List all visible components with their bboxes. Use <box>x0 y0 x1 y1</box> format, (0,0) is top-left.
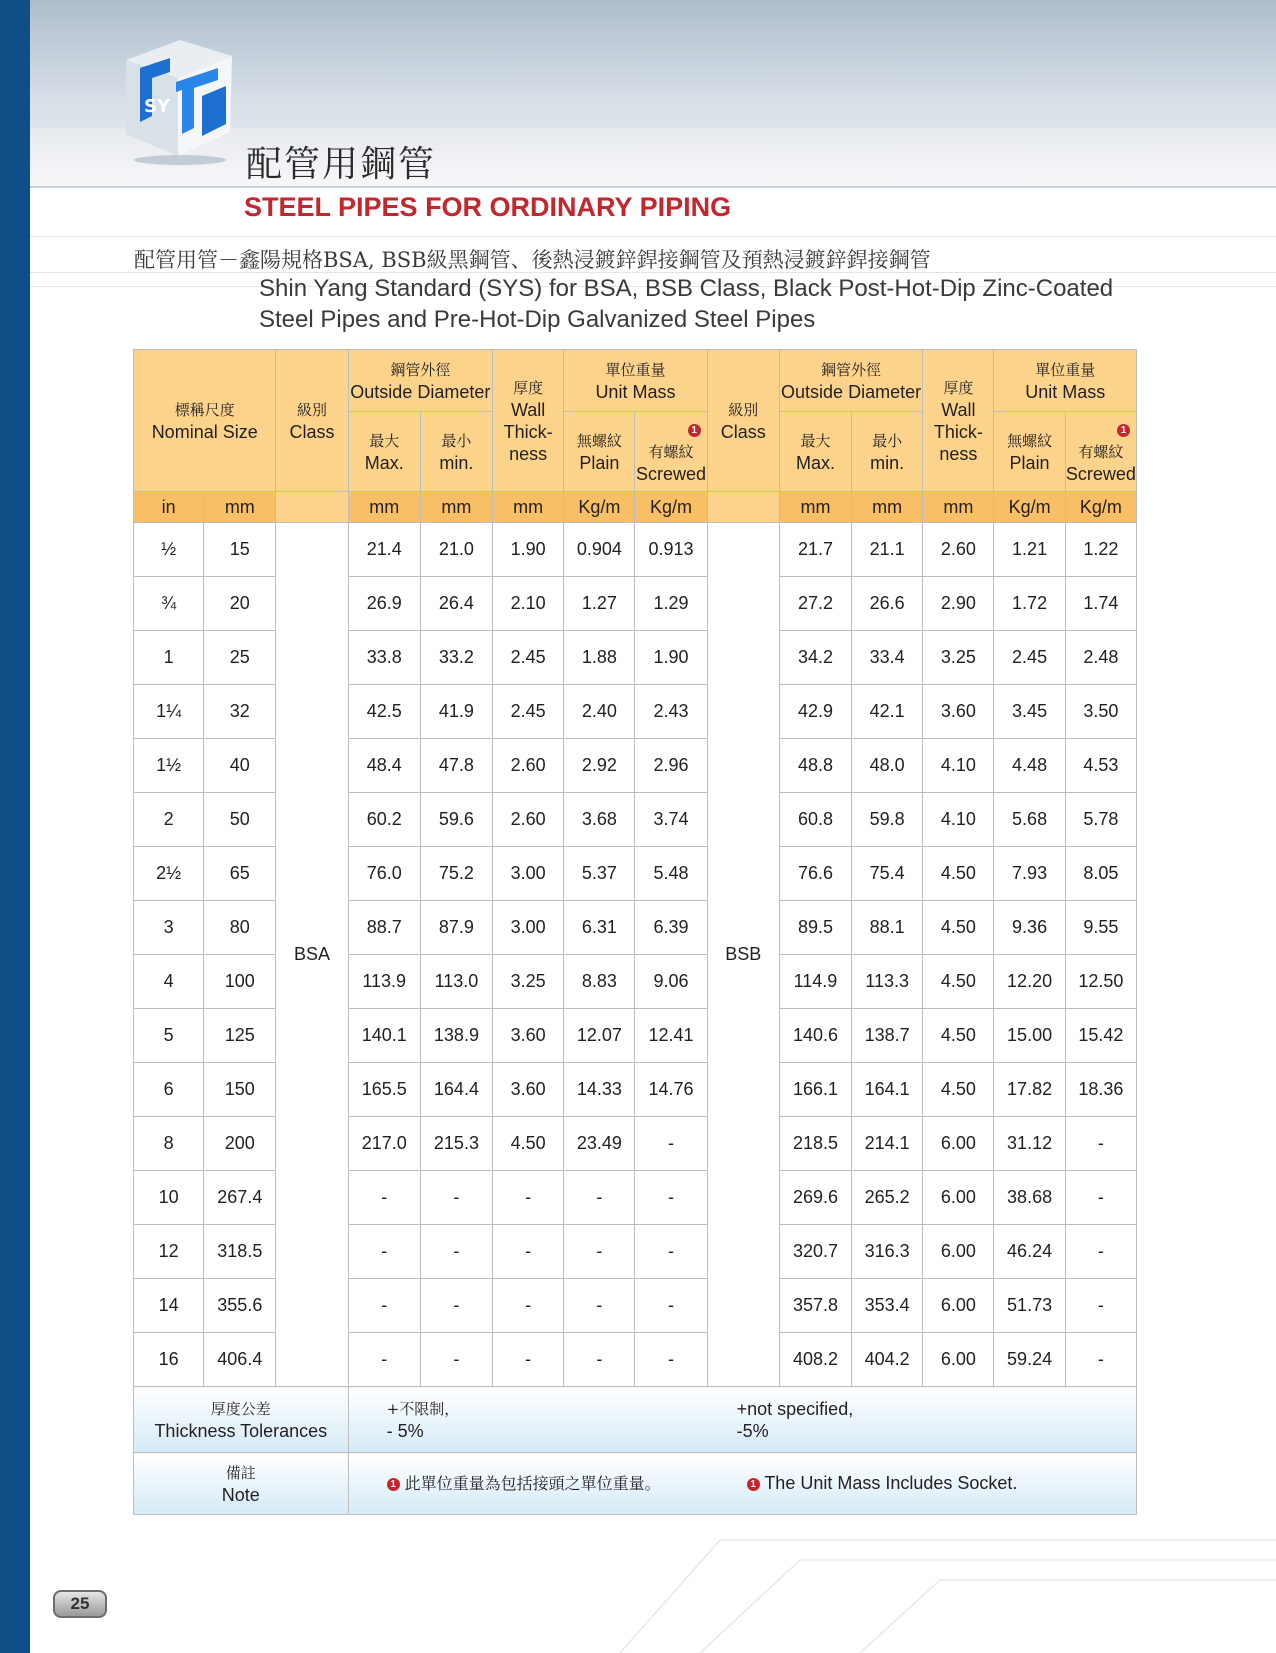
od-min-cell: 75.4 <box>852 847 923 901</box>
screwed-header-a: 1 有螺紋 Screwed <box>635 412 707 492</box>
wall-cell: 2.60 <box>923 523 994 577</box>
wall-cell: 6.00 <box>923 1171 994 1225</box>
nominal-inch-cell: 10 <box>134 1171 204 1225</box>
od-min-cell: 75.2 <box>420 847 492 901</box>
od-min-cell: 47.8 <box>420 739 492 793</box>
od-max-cell: 114.9 <box>779 955 851 1009</box>
wall-cell: 2.10 <box>493 577 564 631</box>
od-min-cell: 42.1 <box>852 685 923 739</box>
wall-cell: 3.60 <box>493 1009 564 1063</box>
plain-mass-cell: 4.48 <box>994 739 1065 793</box>
plain-mass-cell: - <box>564 1171 635 1225</box>
plain-mass-cell: 38.68 <box>994 1171 1065 1225</box>
od-min-cell: 214.1 <box>852 1117 923 1171</box>
wall-cell: 2.45 <box>493 685 564 739</box>
nominal-mm-cell: 406.4 <box>204 1333 276 1387</box>
unit-cell: mm <box>204 492 276 523</box>
nominal-mm-cell: 25 <box>204 631 276 685</box>
od-max-cell: 140.1 <box>348 1009 420 1063</box>
od-header-a: 鋼管外徑 Outside Diameter <box>348 350 492 412</box>
class-bsa-cell: BSA <box>276 523 348 1387</box>
class-header-b: 級別 Class <box>707 350 779 492</box>
nominal-mm-cell: 40 <box>204 739 276 793</box>
od-min-cell: 48.0 <box>852 739 923 793</box>
screwed-mass-cell: 9.55 <box>1065 901 1136 955</box>
od-min-cell: 41.9 <box>420 685 492 739</box>
screwed-mass-cell: 1.29 <box>635 577 707 631</box>
screwed-mass-cell: - <box>635 1171 707 1225</box>
wall-cell: 4.50 <box>923 901 994 955</box>
wall-cell: 3.25 <box>493 955 564 1009</box>
unit-cell: mm <box>493 492 564 523</box>
wall-cell: - <box>493 1279 564 1333</box>
plain-mass-cell: 2.92 <box>564 739 635 793</box>
screwed-mass-cell: 8.05 <box>1065 847 1136 901</box>
subtitle-chinese: 配管用管－鑫陽規格BSA, BSB級黑鋼管、後熱浸鍍鋅銲接鋼管及預熱浸鍍鋅銲接鋼管 <box>134 248 931 272</box>
wall-cell: 2.90 <box>923 577 994 631</box>
screwed-mass-cell: 5.48 <box>635 847 707 901</box>
od-max-cell: 140.6 <box>779 1009 851 1063</box>
od-min-cell: 26.4 <box>420 577 492 631</box>
nominal-mm-cell: 20 <box>204 577 276 631</box>
plain-mass-cell: - <box>564 1333 635 1387</box>
od-max-cell: 357.8 <box>779 1279 851 1333</box>
screwed-mass-cell: 12.50 <box>1065 955 1136 1009</box>
plain-mass-cell: 9.36 <box>994 901 1065 955</box>
page-title-english: STEEL PIPES FOR ORDINARY PIPING <box>244 192 732 222</box>
plain-header-a: 無螺紋 Plain <box>564 412 635 492</box>
plain-mass-cell: 2.45 <box>994 631 1065 685</box>
wall-cell: 4.50 <box>923 847 994 901</box>
screwed-mass-cell: - <box>635 1117 707 1171</box>
wall-cell: 4.50 <box>923 1063 994 1117</box>
nominal-inch-cell: ½ <box>134 523 204 577</box>
screwed-mass-cell: 18.36 <box>1065 1063 1136 1117</box>
od-min-cell: 88.1 <box>852 901 923 955</box>
wall-cell: 2.45 <box>493 631 564 685</box>
od-min-cell: - <box>420 1171 492 1225</box>
company-logo <box>118 38 238 168</box>
subtitle-english-line2: Steel Pipes and Pre-Hot-Dip Galvanized Steel Pipes <box>259 306 816 333</box>
od-min-cell: 138.7 <box>852 1009 923 1063</box>
table-row <box>134 523 1137 577</box>
note-text-chinese: 此單位重量為包括接頭之單位重量。 <box>404 1474 661 1493</box>
od-max-cell: 408.2 <box>779 1333 851 1387</box>
tolerance-row <box>134 1387 1137 1453</box>
nominal-mm-cell: 125 <box>204 1009 276 1063</box>
od-max-cell: 76.6 <box>779 847 851 901</box>
nominal-mm-cell: 32 <box>204 685 276 739</box>
nominal-inch-cell: 16 <box>134 1333 204 1387</box>
wall-cell: 1.90 <box>493 523 564 577</box>
wall-cell: - <box>493 1171 564 1225</box>
unit-cell: mm <box>779 492 851 523</box>
unit-cell: mm <box>420 492 492 523</box>
note-text <box>348 1453 1136 1515</box>
plain-mass-cell: 5.68 <box>994 793 1065 847</box>
nominal-mm-cell: 150 <box>204 1063 276 1117</box>
unit-cell: Kg/m <box>1065 492 1136 523</box>
unit-cell-blank <box>276 492 348 523</box>
od-max-cell: 217.0 <box>348 1117 420 1171</box>
plain-mass-cell: 12.20 <box>994 955 1065 1009</box>
od-max-cell: 113.9 <box>348 955 420 1009</box>
screwed-mass-cell: 2.43 <box>635 685 707 739</box>
wall-cell: 3.00 <box>493 901 564 955</box>
nominal-inch-cell: ¾ <box>134 577 204 631</box>
unit-cell: Kg/m <box>564 492 635 523</box>
nominal-mm-cell: 267.4 <box>204 1171 276 1225</box>
plain-mass-cell: 8.83 <box>564 955 635 1009</box>
screwed-mass-cell: 3.50 <box>1065 685 1136 739</box>
nominal-inch-cell: 1 <box>134 631 204 685</box>
wall-cell: 4.50 <box>493 1117 564 1171</box>
plain-mass-cell: 12.07 <box>564 1009 635 1063</box>
od-max-cell: 21.4 <box>348 523 420 577</box>
screwed-mass-cell: 14.76 <box>635 1063 707 1117</box>
plain-mass-cell: 46.24 <box>994 1225 1065 1279</box>
nominal-mm-cell: 50 <box>204 793 276 847</box>
nominal-inch-cell: 5 <box>134 1009 204 1063</box>
unit-cell: Kg/m <box>994 492 1065 523</box>
nominal-mm-cell: 15 <box>204 523 276 577</box>
nominal-mm-cell: 318.5 <box>204 1225 276 1279</box>
od-max-cell: 42.5 <box>348 685 420 739</box>
class-header-a: 級別 Class <box>276 350 348 492</box>
wall-cell: 6.00 <box>923 1117 994 1171</box>
od-min-cell: 215.3 <box>420 1117 492 1171</box>
od-max-cell: - <box>348 1279 420 1333</box>
plain-mass-cell: 7.93 <box>994 847 1065 901</box>
pipe-spec-table <box>133 349 1137 1515</box>
plain-mass-cell: 5.37 <box>564 847 635 901</box>
nominal-mm-cell: 80 <box>204 901 276 955</box>
wall-cell: 3.60 <box>923 685 994 739</box>
screwed-mass-cell: - <box>635 1279 707 1333</box>
wall-cell: 3.00 <box>493 847 564 901</box>
unit-cell: Kg/m <box>635 492 707 523</box>
wall-cell: - <box>493 1225 564 1279</box>
max-header-b: 最大 Max. <box>779 412 851 492</box>
screwed-mass-cell: - <box>1065 1225 1136 1279</box>
plain-mass-cell: - <box>564 1225 635 1279</box>
unit-cell: in <box>134 492 204 523</box>
plain-mass-cell: 59.24 <box>994 1333 1065 1387</box>
class-bsb-cell: BSB <box>707 523 779 1387</box>
tolerance-values: +不限制， - 5% +not specified, -5% <box>348 1387 1136 1453</box>
od-min-cell: - <box>420 1333 492 1387</box>
od-max-cell: - <box>348 1171 420 1225</box>
nominal-size-header: 標稱尺度 Nominal Size <box>134 350 276 492</box>
plain-mass-cell: 31.12 <box>994 1117 1065 1171</box>
wall-cell: 2.60 <box>493 793 564 847</box>
od-max-cell: 165.5 <box>348 1063 420 1117</box>
note-marker-icon: 1 <box>387 1478 400 1491</box>
screwed-mass-cell: 4.53 <box>1065 739 1136 793</box>
unit-cell: mm <box>348 492 420 523</box>
min-header-b: 最小 min. <box>852 412 923 492</box>
od-min-cell: 33.4 <box>852 631 923 685</box>
unit-cell-blank <box>707 492 779 523</box>
od-max-cell: 320.7 <box>779 1225 851 1279</box>
footer-decoration <box>0 1530 1276 1653</box>
wall-cell: 6.00 <box>923 1333 994 1387</box>
nominal-inch-cell: 4 <box>134 955 204 1009</box>
screwed-mass-cell: 1.74 <box>1065 577 1136 631</box>
subtitle-english-line1: Shin Yang Standard (SYS) for BSA, BSB Class, Black Post-Hot-Dip Zinc-Coated <box>259 275 1114 302</box>
od-min-cell: 164.1 <box>852 1063 923 1117</box>
od-max-cell: 88.7 <box>348 901 420 955</box>
unit-cell: mm <box>852 492 923 523</box>
od-max-cell: 89.5 <box>779 901 851 955</box>
od-min-cell: 404.2 <box>852 1333 923 1387</box>
wall-cell: 4.10 <box>923 739 994 793</box>
od-max-cell: 34.2 <box>779 631 851 685</box>
wall-cell: 6.00 <box>923 1225 994 1279</box>
od-min-cell: 87.9 <box>420 901 492 955</box>
od-min-cell: 21.0 <box>420 523 492 577</box>
wall-header-b: 厚度 Wall Thick- ness <box>923 350 994 492</box>
nominal-mm-cell: 355.6 <box>204 1279 276 1333</box>
plain-mass-cell: 1.88 <box>564 631 635 685</box>
divider-line <box>30 236 1276 237</box>
wall-cell: 4.50 <box>923 955 994 1009</box>
tolerance-label: 厚度公差 Thickness Tolerances <box>134 1387 349 1453</box>
screwed-mass-cell: - <box>1065 1171 1136 1225</box>
nominal-inch-cell: 1½ <box>134 739 204 793</box>
nominal-mm-cell: 100 <box>204 955 276 1009</box>
od-max-cell: 48.4 <box>348 739 420 793</box>
od-max-cell: - <box>348 1333 420 1387</box>
wall-cell: 3.60 <box>493 1063 564 1117</box>
od-max-cell: 218.5 <box>779 1117 851 1171</box>
screwed-mass-cell: 6.39 <box>635 901 707 955</box>
plain-mass-cell: 23.49 <box>564 1117 635 1171</box>
nominal-inch-cell: 14 <box>134 1279 204 1333</box>
od-min-cell: 164.4 <box>420 1063 492 1117</box>
nominal-mm-cell: 65 <box>204 847 276 901</box>
plain-mass-cell: 51.73 <box>994 1279 1065 1333</box>
nominal-inch-cell: 12 <box>134 1225 204 1279</box>
note-text-english: The Unit Mass Includes Socket. <box>764 1473 1018 1493</box>
wall-cell: 6.00 <box>923 1279 994 1333</box>
wall-header-a: 厚度 Wall Thick- ness <box>493 350 564 492</box>
nominal-inch-cell: 1¼ <box>134 685 204 739</box>
od-max-cell: 60.2 <box>348 793 420 847</box>
screwed-mass-cell: 12.41 <box>635 1009 707 1063</box>
wall-cell: - <box>493 1333 564 1387</box>
screwed-mass-cell: 2.48 <box>1065 631 1136 685</box>
screwed-mass-cell: - <box>1065 1117 1136 1171</box>
od-min-cell: 113.0 <box>420 955 492 1009</box>
note-marker-icon: 1 <box>747 1478 760 1491</box>
od-min-cell: 59.6 <box>420 793 492 847</box>
screwed-mass-cell: 15.42 <box>1065 1009 1136 1063</box>
od-min-cell: 316.3 <box>852 1225 923 1279</box>
units-row <box>134 492 1137 523</box>
note-marker-icon: 1 <box>1117 424 1130 437</box>
screwed-mass-cell: - <box>1065 1279 1136 1333</box>
screwed-mass-cell: 5.78 <box>1065 793 1136 847</box>
od-min-cell: 33.2 <box>420 631 492 685</box>
note-marker-icon: 1 <box>688 424 701 437</box>
note-label: 備註 Note <box>134 1453 349 1515</box>
screwed-mass-cell: 9.06 <box>635 955 707 1009</box>
wall-cell: 3.25 <box>923 631 994 685</box>
nominal-inch-cell: 6 <box>134 1063 204 1117</box>
max-header-a: 最大 Max. <box>348 412 420 492</box>
od-min-cell: 113.3 <box>852 955 923 1009</box>
od-max-cell: 269.6 <box>779 1171 851 1225</box>
od-max-cell: 48.8 <box>779 739 851 793</box>
plain-mass-cell: 0.904 <box>564 523 635 577</box>
plain-mass-cell: 2.40 <box>564 685 635 739</box>
screwed-mass-cell: - <box>635 1225 707 1279</box>
plain-mass-cell: 1.21 <box>994 523 1065 577</box>
note-row <box>134 1453 1137 1515</box>
page-title-chinese: 配管用鋼管 <box>246 144 437 185</box>
od-max-cell: - <box>348 1225 420 1279</box>
screwed-mass-cell: 2.96 <box>635 739 707 793</box>
logo-text: SY <box>144 96 170 117</box>
plain-mass-cell: 3.45 <box>994 685 1065 739</box>
od-max-cell: 76.0 <box>348 847 420 901</box>
od-max-cell: 42.9 <box>779 685 851 739</box>
screwed-mass-cell: - <box>635 1333 707 1387</box>
od-max-cell: 27.2 <box>779 577 851 631</box>
nominal-inch-cell: 2½ <box>134 847 204 901</box>
od-min-cell: - <box>420 1279 492 1333</box>
od-header-b: 鋼管外徑 Outside Diameter <box>779 350 922 412</box>
od-min-cell: 353.4 <box>852 1279 923 1333</box>
nominal-inch-cell: 3 <box>134 901 204 955</box>
od-min-cell: 59.8 <box>852 793 923 847</box>
unit-cell: mm <box>923 492 994 523</box>
page-number: 25 <box>53 1590 107 1618</box>
mass-header-b: 單位重量 Unit Mass <box>994 350 1137 412</box>
screwed-mass-cell: 1.22 <box>1065 523 1136 577</box>
nominal-inch-cell: 2 <box>134 793 204 847</box>
plain-mass-cell: 6.31 <box>564 901 635 955</box>
wall-cell: 4.50 <box>923 1009 994 1063</box>
plain-mass-cell: 3.68 <box>564 793 635 847</box>
screwed-mass-cell: 1.90 <box>635 631 707 685</box>
screwed-mass-cell: 3.74 <box>635 793 707 847</box>
od-min-cell: - <box>420 1225 492 1279</box>
od-max-cell: 60.8 <box>779 793 851 847</box>
plain-header-b: 無螺紋 Plain <box>994 412 1065 492</box>
plain-mass-cell: 1.72 <box>994 577 1065 631</box>
od-max-cell: 26.9 <box>348 577 420 631</box>
od-min-cell: 21.1 <box>852 523 923 577</box>
plain-mass-cell: 1.27 <box>564 577 635 631</box>
min-header-a: 最小 min. <box>420 412 492 492</box>
nominal-inch-cell: 8 <box>134 1117 204 1171</box>
od-min-cell: 265.2 <box>852 1171 923 1225</box>
plain-mass-cell: 15.00 <box>994 1009 1065 1063</box>
nominal-mm-cell: 200 <box>204 1117 276 1171</box>
plain-mass-cell: 17.82 <box>994 1063 1065 1117</box>
mass-header-a: 單位重量 Unit Mass <box>564 350 707 412</box>
screwed-mass-cell: 0.913 <box>635 523 707 577</box>
od-max-cell: 166.1 <box>779 1063 851 1117</box>
side-accent-bar <box>0 0 30 1653</box>
od-min-cell: 26.6 <box>852 577 923 631</box>
od-min-cell: 138.9 <box>420 1009 492 1063</box>
od-max-cell: 33.8 <box>348 631 420 685</box>
screwed-header-b: 1 有螺紋 Screwed <box>1065 412 1136 492</box>
plain-mass-cell: - <box>564 1279 635 1333</box>
od-max-cell: 21.7 <box>779 523 851 577</box>
plain-mass-cell: 14.33 <box>564 1063 635 1117</box>
wall-cell: 4.10 <box>923 793 994 847</box>
screwed-mass-cell: - <box>1065 1333 1136 1387</box>
wall-cell: 2.60 <box>493 739 564 793</box>
